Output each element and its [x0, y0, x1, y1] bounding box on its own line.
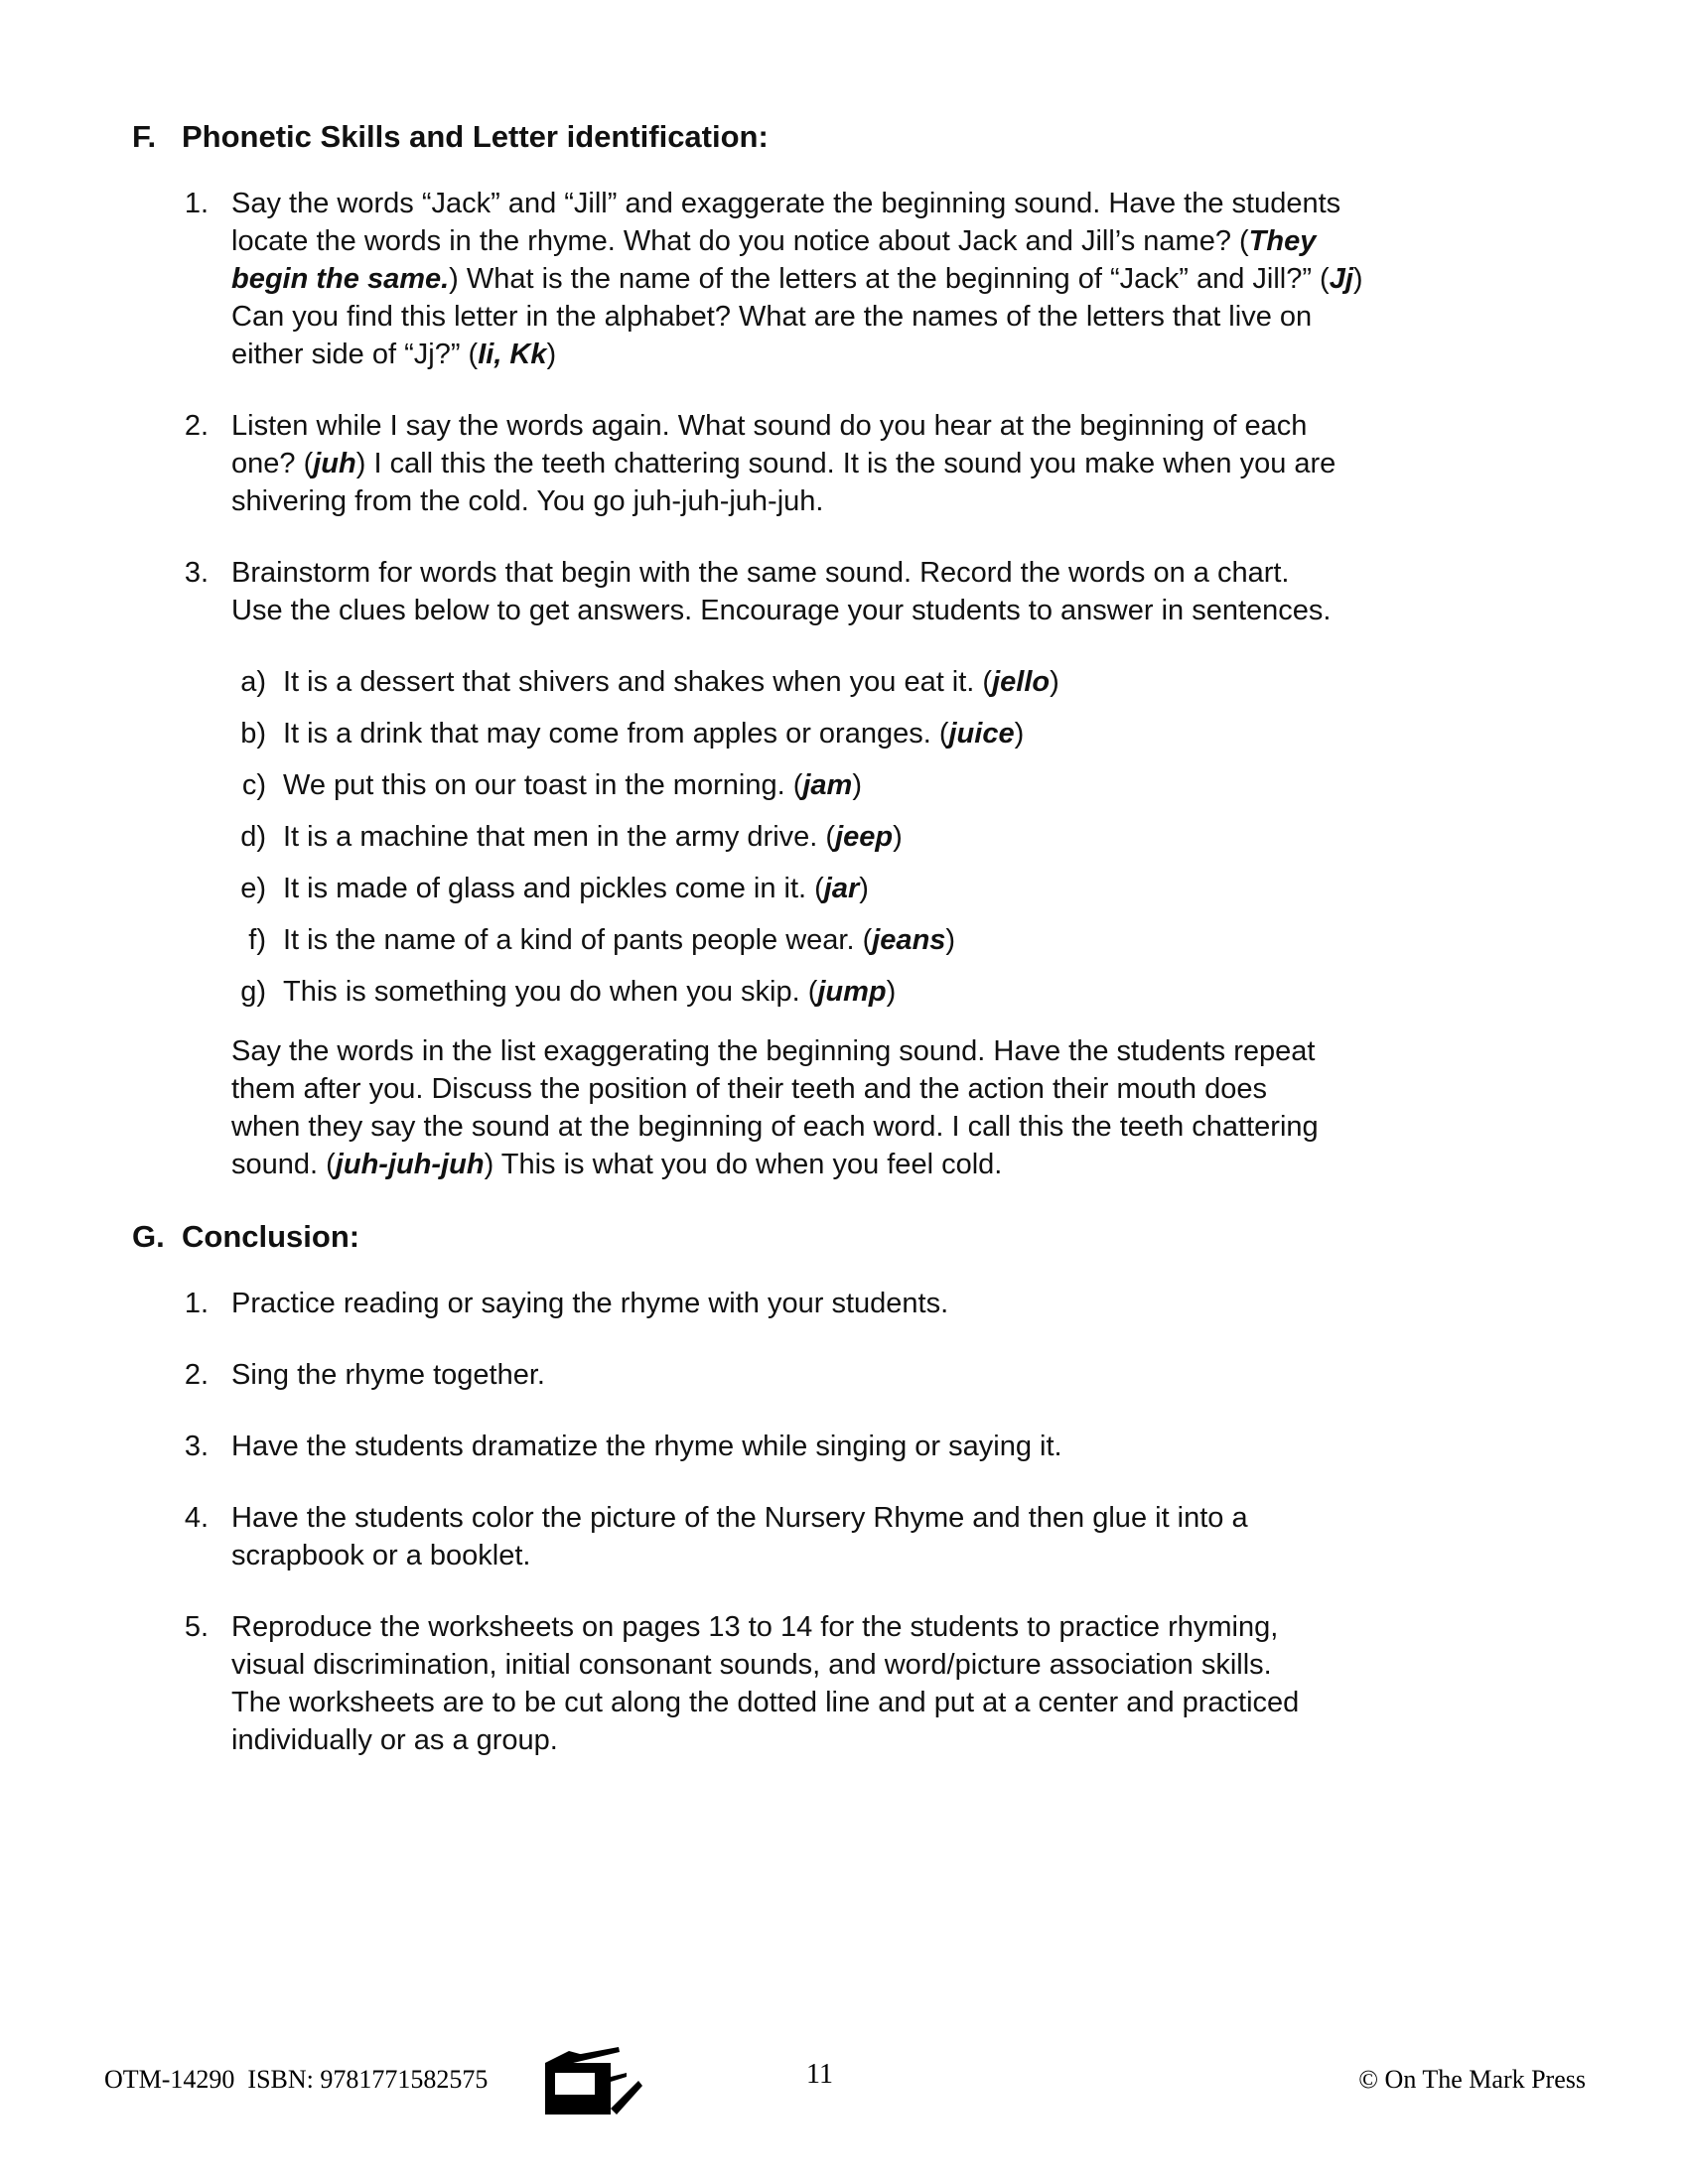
- answer-emphasis: jam: [802, 769, 853, 801]
- item-marker: 3.: [184, 557, 209, 589]
- item-marker: f): [248, 924, 266, 956]
- item-marker: 5.: [184, 1611, 209, 1643]
- item-text: [231, 1428, 1062, 1465]
- text-line: [283, 921, 955, 959]
- lettered-item: [132, 870, 1542, 907]
- text-run: either side of “Jj?” (: [231, 339, 479, 370]
- text-run: It is a drink that may come from apples or oranges. (: [283, 718, 949, 750]
- text-run: Have the students color the picture of the Nursery Rhyme and then glue it into a: [231, 1502, 1248, 1534]
- item-text: [231, 1499, 1248, 1574]
- page-footer: [0, 2043, 1688, 2142]
- text-run: locate the words in the rhyme. What do you notice about Jack and Jill’s name? (: [231, 225, 1249, 257]
- section-letter: F.: [132, 119, 157, 154]
- text-run: ): [893, 821, 903, 853]
- text-run: when they say the sound at the beginning of each word. I call this the teeth chattering: [231, 1111, 1319, 1143]
- text-line: [231, 298, 1363, 336]
- item-marker: c): [241, 769, 266, 801]
- footer-copyright: © On The Mark Press: [1358, 2065, 1586, 2094]
- text-line: [231, 185, 1363, 222]
- answer-emphasis: jar: [823, 873, 860, 904]
- text-run: ) This is what you do when you feel cold.: [484, 1149, 1003, 1180]
- text-run: This is something you do when you skip. (: [283, 976, 818, 1008]
- text-run: It is a machine that men in the army drive. (: [283, 821, 836, 853]
- numbered-item: [132, 554, 1542, 629]
- item-marker: 3.: [184, 1431, 209, 1462]
- lettered-list: [132, 663, 1542, 1011]
- text-line: [231, 1032, 1542, 1070]
- section-title: Phonetic Skills and Letter identification:: [182, 119, 769, 154]
- text-run: one? (: [231, 448, 314, 479]
- text-run: ): [945, 924, 956, 956]
- text-line: [283, 973, 896, 1011]
- item-marker: a): [240, 666, 266, 698]
- text-run: The worksheets are to be cut along the dotted line and put at a center and practiced: [231, 1687, 1300, 1718]
- text-line: [283, 715, 1024, 752]
- item-text: [231, 1356, 545, 1394]
- answer-emphasis: They: [1248, 225, 1317, 257]
- lettered-item: [132, 973, 1542, 1011]
- numbered-item: [132, 407, 1542, 520]
- text-line: [283, 766, 862, 804]
- answer-emphasis: Jj: [1329, 263, 1353, 295]
- answer-emphasis: juh-juh-juh: [335, 1149, 485, 1180]
- text-line: [231, 1721, 1299, 1759]
- text-line: [283, 818, 903, 856]
- text-line: [231, 1070, 1542, 1108]
- item-text: [283, 818, 903, 856]
- answer-emphasis: Ii, Kk: [478, 339, 547, 370]
- item-text: [231, 1285, 948, 1322]
- numbered-item: [132, 1499, 1542, 1574]
- item-marker: d): [240, 821, 266, 853]
- text-line: [231, 482, 1336, 520]
- numbered-item: [132, 185, 1542, 373]
- item-text: [231, 185, 1363, 373]
- item-text: [283, 921, 955, 959]
- footer-catalog-isbn: OTM-14290 ISBN: 9781771582575: [104, 2065, 489, 2094]
- text-run: sound. (: [231, 1149, 336, 1180]
- text-line: [231, 554, 1331, 592]
- text-line: [231, 260, 1363, 298]
- text-run: shivering from the cold. You go juh-juh-juh-juh.: [231, 485, 824, 517]
- text-line: [231, 1108, 1542, 1146]
- section: [132, 1217, 1542, 1759]
- text-line: [231, 1356, 545, 1394]
- text-line: [283, 663, 1059, 701]
- item-text: [283, 715, 1024, 752]
- text-run: ): [859, 873, 869, 904]
- text-run: ): [1014, 718, 1025, 750]
- text-run: individually or as a group.: [231, 1724, 558, 1756]
- text-run: ): [546, 339, 557, 370]
- text-run: It is the name of a kind of pants people wear. (: [283, 924, 873, 956]
- text-run: Brainstorm for words that begin with the same sound. Record the words on a chart.: [231, 557, 1290, 589]
- text-run: ) What is the name of the letters at the beginning of “Jack” and Jill?” (: [449, 263, 1330, 295]
- text-line: [231, 1684, 1299, 1721]
- text-run: ) I call this the teeth chattering sound. It is the sound you make when you are: [355, 448, 1336, 479]
- item-text: [231, 1608, 1299, 1759]
- text-line: [231, 1537, 1248, 1574]
- text-run: Listen while I say the words again. What sound do you hear at the beginning of each: [231, 410, 1308, 442]
- text-run: Use the clues below to get answers. Encourage your students to answer in sentences.: [231, 595, 1332, 626]
- answer-emphasis: jello: [992, 666, 1051, 698]
- item-marker: b): [240, 718, 266, 750]
- text-run: scrapbook or a booklet.: [231, 1540, 531, 1571]
- text-run: It is a dessert that shivers and shakes when you eat it. (: [283, 666, 993, 698]
- item-text: [283, 973, 896, 1011]
- text-run: Say the words in the list exaggerating the beginning sound. Have the students repeat: [231, 1035, 1316, 1067]
- numbered-item: [132, 1428, 1542, 1465]
- lettered-item: [132, 921, 1542, 959]
- text-run: ): [1050, 666, 1059, 698]
- item-marker: 4.: [184, 1502, 209, 1534]
- numbered-item: [132, 1285, 1542, 1322]
- text-run: ): [852, 769, 863, 801]
- lettered-item: [132, 663, 1542, 701]
- text-run: Say the words “Jack” and “Jill” and exaggerate the beginning sound. Have the students: [231, 188, 1341, 219]
- item-text: [283, 663, 1059, 701]
- item-marker: 1.: [184, 188, 209, 219]
- text-line: [231, 1646, 1299, 1684]
- text-run: It is made of glass and pickles come in it. (: [283, 873, 824, 904]
- item-marker: 2.: [184, 1359, 209, 1391]
- section-heading: [132, 1217, 1542, 1257]
- text-line: [231, 592, 1331, 629]
- item-text: [283, 766, 862, 804]
- item-text: [231, 407, 1336, 520]
- text-run: visual discrimination, initial consonant sounds, and word/picture association skills.: [231, 1649, 1272, 1681]
- lettered-item: [132, 715, 1542, 752]
- answer-emphasis: juh: [313, 448, 356, 479]
- text-line: [231, 1608, 1299, 1646]
- paragraph: [231, 1032, 1542, 1183]
- lettered-item: [132, 766, 1542, 804]
- item-marker: g): [240, 976, 266, 1008]
- text-line: [231, 336, 1363, 373]
- text-run: ): [1352, 263, 1363, 295]
- section-title: Conclusion:: [182, 1219, 360, 1254]
- text-line: [231, 1428, 1062, 1465]
- text-run: Reproduce the worksheets on pages 13 to 14 for the students to practice rhyming,: [231, 1611, 1279, 1643]
- text-line: [231, 222, 1363, 260]
- answer-emphasis: juice: [948, 718, 1015, 750]
- text-line: [283, 870, 869, 907]
- text-line: [231, 1499, 1248, 1537]
- item-text: [283, 870, 869, 907]
- section-letter: G.: [132, 1219, 165, 1254]
- answer-emphasis: jeans: [872, 924, 946, 956]
- text-run: We put this on our toast in the morning. (: [283, 769, 803, 801]
- document-body: [132, 117, 1542, 1793]
- text-line: [231, 1285, 948, 1322]
- text-run: Sing the rhyme together.: [231, 1359, 545, 1391]
- answer-emphasis: jeep: [835, 821, 894, 853]
- text-run: ): [886, 976, 897, 1008]
- text-run: Have the students dramatize the rhyme while singing or saying it.: [231, 1431, 1062, 1462]
- text-run: them after you. Discuss the position of their teeth and the action their mouth does: [231, 1073, 1267, 1105]
- answer-emphasis: begin the same.: [231, 263, 450, 295]
- lettered-item: [132, 818, 1542, 856]
- text-line: [231, 1146, 1542, 1183]
- numbered-item: [132, 1608, 1542, 1759]
- item-marker: 1.: [184, 1288, 209, 1319]
- publisher-logo-icon: [539, 2043, 648, 2127]
- text-run: Practice reading or saying the rhyme with your students.: [231, 1288, 949, 1319]
- numbered-item: [132, 1356, 1542, 1394]
- item-text: [231, 554, 1331, 629]
- text-line: [231, 407, 1336, 445]
- item-marker: e): [240, 873, 266, 904]
- section-heading: [132, 117, 1542, 157]
- section: [132, 117, 1542, 1183]
- item-marker: 2.: [184, 410, 209, 442]
- text-line: [231, 445, 1336, 482]
- text-run: Can you find this letter in the alphabet? What are the names of the letters that live on: [231, 301, 1313, 333]
- page-number: 11: [806, 2059, 833, 2090]
- answer-emphasis: jump: [817, 976, 887, 1008]
